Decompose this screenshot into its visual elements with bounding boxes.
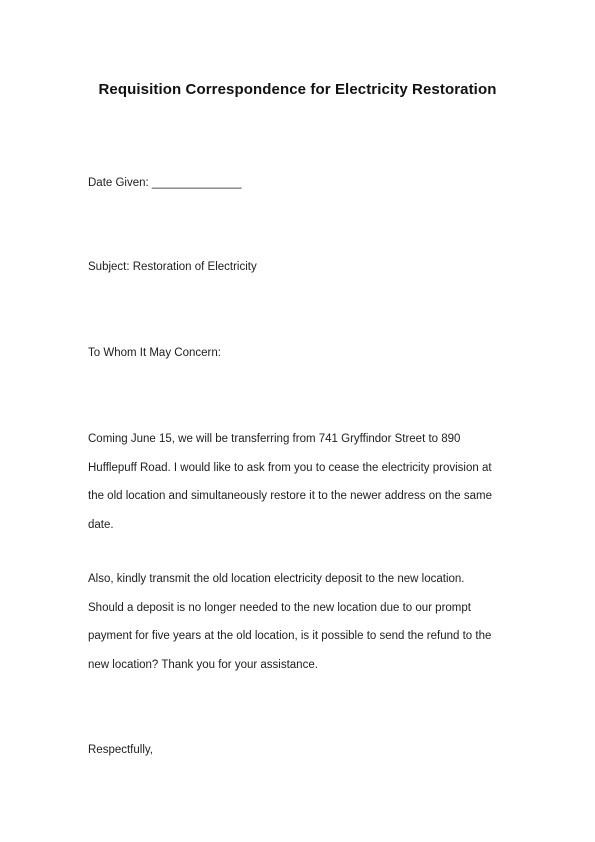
paragraph-line: Also, kindly transmit the old location electricity deposit to the new location. xyxy=(88,573,465,585)
date-line: Date Given: ______________ xyxy=(88,177,242,189)
body-paragraph-2 xyxy=(88,572,518,686)
paragraph-line: Should a deposit is no longer needed to the new location due to our prompt xyxy=(88,601,471,614)
paragraph-line: date. xyxy=(88,518,114,531)
paragraph-line: Hufflepuff Road. I would like to ask from you to cease the electricity provision at xyxy=(88,461,492,474)
body-paragraph-1 xyxy=(88,432,518,546)
subject-line: Subject: Restoration of Electricity xyxy=(88,261,257,273)
paragraph-line: Coming June 15, we will be transferring from 741 Gryffindor Street to 890 xyxy=(88,433,461,445)
paragraph-line: the old location and simultaneously restore it to the newer address on the same xyxy=(88,490,493,502)
salutation: To Whom It May Concern: xyxy=(88,347,221,359)
paragraph-line: payment for five years at the old location, is it possible to send the refund to the xyxy=(88,630,492,642)
document-title: Requisition Correspondence for Electricity Restoration xyxy=(98,81,497,98)
paragraph-line: new location? Thank you for your assistance. xyxy=(88,658,318,671)
closing: Respectfully, xyxy=(88,744,153,756)
